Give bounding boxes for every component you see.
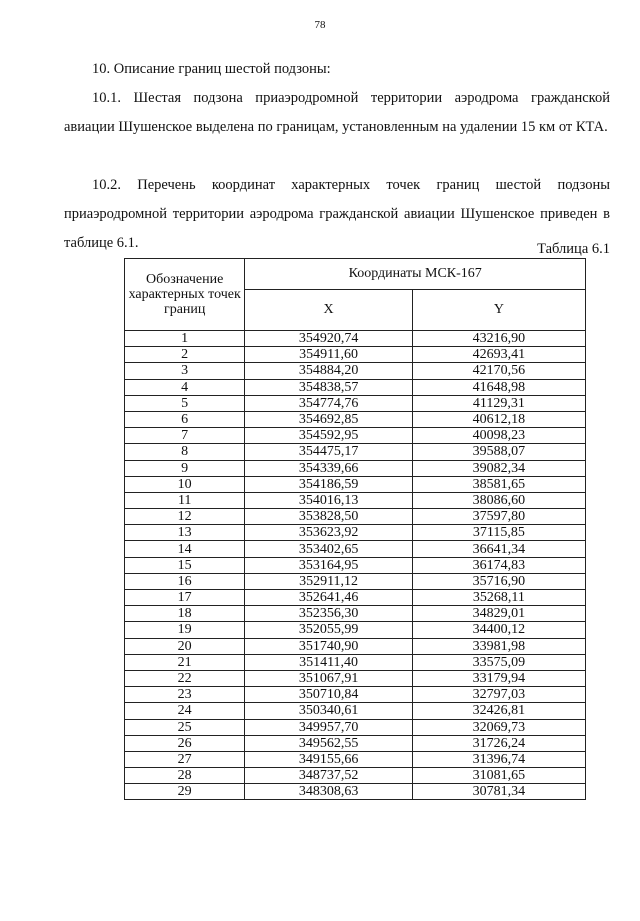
y-coordinate-cell: 30781,34	[412, 784, 585, 800]
table-body	[125, 331, 586, 800]
x-coordinate-cell: 353164,95	[245, 557, 412, 573]
paragraph-text: 10.1. Шестая подзона приаэродромной территории аэродрома гражданской авиации Шушенское выделена по границам, установленным на удалении 15 км от КТА.	[64, 90, 610, 135]
table-caption: Таблица 6.1	[537, 241, 610, 257]
y-coordinate-cell: 39082,34	[412, 460, 585, 476]
x-coordinate-cell: 354475,17	[245, 444, 412, 460]
paragraph-text: 10.2. Перечень координат характерных точек границ шестой подзоны приаэродромной территории аэродрома гражданской авиации Шушенское приведен в таблице 6.1.	[64, 177, 610, 251]
header-coordinates: Координаты МСК-167	[245, 259, 586, 290]
table-row	[125, 379, 586, 395]
y-coordinate-cell: 31726,24	[412, 735, 585, 751]
y-coordinate-cell: 35716,90	[412, 573, 585, 589]
y-coordinate-cell: 35268,11	[412, 590, 585, 606]
y-coordinate-cell: 40098,23	[412, 428, 585, 444]
y-coordinate-cell: 33179,94	[412, 670, 585, 686]
point-number-cell: 19	[125, 622, 245, 638]
y-coordinate-cell: 43216,90	[412, 331, 585, 347]
y-coordinate-cell: 33981,98	[412, 638, 585, 654]
table-row	[125, 428, 586, 444]
table-row	[125, 557, 586, 573]
point-number-cell: 16	[125, 573, 245, 589]
table-row	[125, 492, 586, 508]
x-coordinate-cell: 351067,91	[245, 670, 412, 686]
table-row	[125, 525, 586, 541]
table-row	[125, 735, 586, 751]
point-number-cell: 26	[125, 735, 245, 751]
table-row	[125, 347, 586, 363]
x-coordinate-cell: 354339,66	[245, 460, 412, 476]
table-row	[125, 476, 586, 492]
y-coordinate-cell: 42170,56	[412, 363, 585, 379]
x-coordinate-cell: 353623,92	[245, 525, 412, 541]
x-coordinate-cell: 354884,20	[245, 363, 412, 379]
x-coordinate-cell: 352356,30	[245, 606, 412, 622]
table-row	[125, 395, 586, 411]
point-number-cell: 13	[125, 525, 245, 541]
point-number-cell: 29	[125, 784, 245, 800]
point-number-cell: 23	[125, 687, 245, 703]
y-coordinate-cell: 40612,18	[412, 411, 585, 427]
point-number-cell: 8	[125, 444, 245, 460]
x-coordinate-cell: 349562,55	[245, 735, 412, 751]
table-row	[125, 331, 586, 347]
table-row	[125, 444, 586, 460]
x-coordinate-cell: 354592,95	[245, 428, 412, 444]
coordinates-table	[124, 258, 586, 800]
x-coordinate-cell: 349957,70	[245, 719, 412, 735]
table-row	[125, 573, 586, 589]
x-coordinate-cell: 354920,74	[245, 331, 412, 347]
x-coordinate-cell: 352911,12	[245, 573, 412, 589]
y-coordinate-cell: 41648,98	[412, 379, 585, 395]
point-number-cell: 7	[125, 428, 245, 444]
x-coordinate-cell: 352055,99	[245, 622, 412, 638]
x-coordinate-cell: 350710,84	[245, 687, 412, 703]
y-coordinate-cell: 37115,85	[412, 525, 585, 541]
table-row	[125, 687, 586, 703]
y-coordinate-cell: 36174,83	[412, 557, 585, 573]
x-coordinate-cell: 354016,13	[245, 492, 412, 508]
header-y: Y	[412, 290, 585, 331]
table-row	[125, 460, 586, 476]
point-number-cell: 2	[125, 347, 245, 363]
point-number-cell: 14	[125, 541, 245, 557]
point-number-cell: 24	[125, 703, 245, 719]
table-row	[125, 590, 586, 606]
point-number-cell: 25	[125, 719, 245, 735]
y-coordinate-cell: 31396,74	[412, 751, 585, 767]
header-x: X	[245, 290, 412, 331]
point-number-cell: 6	[125, 411, 245, 427]
table-row	[125, 670, 586, 686]
paragraph-coordinates-reference	[64, 171, 610, 258]
paragraph-heading	[64, 55, 610, 84]
point-number-cell: 12	[125, 509, 245, 525]
header-points: Обозначение характерных точек границ	[125, 259, 245, 331]
x-coordinate-cell: 348308,63	[245, 784, 412, 800]
point-number-cell: 17	[125, 590, 245, 606]
table-row	[125, 768, 586, 784]
x-coordinate-cell: 353828,50	[245, 509, 412, 525]
x-coordinate-cell: 351411,40	[245, 654, 412, 670]
table-row	[125, 703, 586, 719]
y-coordinate-cell: 39588,07	[412, 444, 585, 460]
point-number-cell: 9	[125, 460, 245, 476]
x-coordinate-cell: 351740,90	[245, 638, 412, 654]
x-coordinate-cell: 354692,85	[245, 411, 412, 427]
x-coordinate-cell: 349155,66	[245, 751, 412, 767]
y-coordinate-cell: 36641,34	[412, 541, 585, 557]
y-coordinate-cell: 42693,41	[412, 347, 585, 363]
x-coordinate-cell: 354911,60	[245, 347, 412, 363]
y-coordinate-cell: 38581,65	[412, 476, 585, 492]
page-number: 78	[314, 19, 326, 31]
paragraph-subzone-description	[64, 84, 610, 142]
y-coordinate-cell: 41129,31	[412, 395, 585, 411]
point-number-cell: 3	[125, 363, 245, 379]
paragraph-text: 10. Описание границ шестой подзоны:	[92, 61, 331, 77]
y-coordinate-cell: 34829,01	[412, 606, 585, 622]
x-coordinate-cell: 354838,57	[245, 379, 412, 395]
table-row	[125, 411, 586, 427]
table-row	[125, 363, 586, 379]
y-coordinate-cell: 38086,60	[412, 492, 585, 508]
point-number-cell: 21	[125, 654, 245, 670]
y-coordinate-cell: 37597,80	[412, 509, 585, 525]
point-number-cell: 22	[125, 670, 245, 686]
x-coordinate-cell: 353402,65	[245, 541, 412, 557]
table-row	[125, 719, 586, 735]
x-coordinate-cell: 354774,76	[245, 395, 412, 411]
table-row	[125, 541, 586, 557]
table-row	[125, 509, 586, 525]
point-number-cell: 10	[125, 476, 245, 492]
x-coordinate-cell: 350340,61	[245, 703, 412, 719]
point-number-cell: 20	[125, 638, 245, 654]
point-number-cell: 27	[125, 751, 245, 767]
point-number-cell: 11	[125, 492, 245, 508]
point-number-cell: 4	[125, 379, 245, 395]
point-number-cell: 18	[125, 606, 245, 622]
table-row	[125, 784, 586, 800]
point-number-cell: 28	[125, 768, 245, 784]
x-coordinate-cell: 354186,59	[245, 476, 412, 492]
y-coordinate-cell: 33575,09	[412, 654, 585, 670]
point-number-cell: 5	[125, 395, 245, 411]
y-coordinate-cell: 32069,73	[412, 719, 585, 735]
point-number-cell: 1	[125, 331, 245, 347]
table-row	[125, 654, 586, 670]
table-row	[125, 751, 586, 767]
table-row	[125, 606, 586, 622]
table-row	[125, 622, 586, 638]
y-coordinate-cell: 32426,81	[412, 703, 585, 719]
point-number-cell: 15	[125, 557, 245, 573]
y-coordinate-cell: 34400,12	[412, 622, 585, 638]
x-coordinate-cell: 348737,52	[245, 768, 412, 784]
y-coordinate-cell: 31081,65	[412, 768, 585, 784]
x-coordinate-cell: 352641,46	[245, 590, 412, 606]
y-coordinate-cell: 32797,03	[412, 687, 585, 703]
table-row	[125, 638, 586, 654]
